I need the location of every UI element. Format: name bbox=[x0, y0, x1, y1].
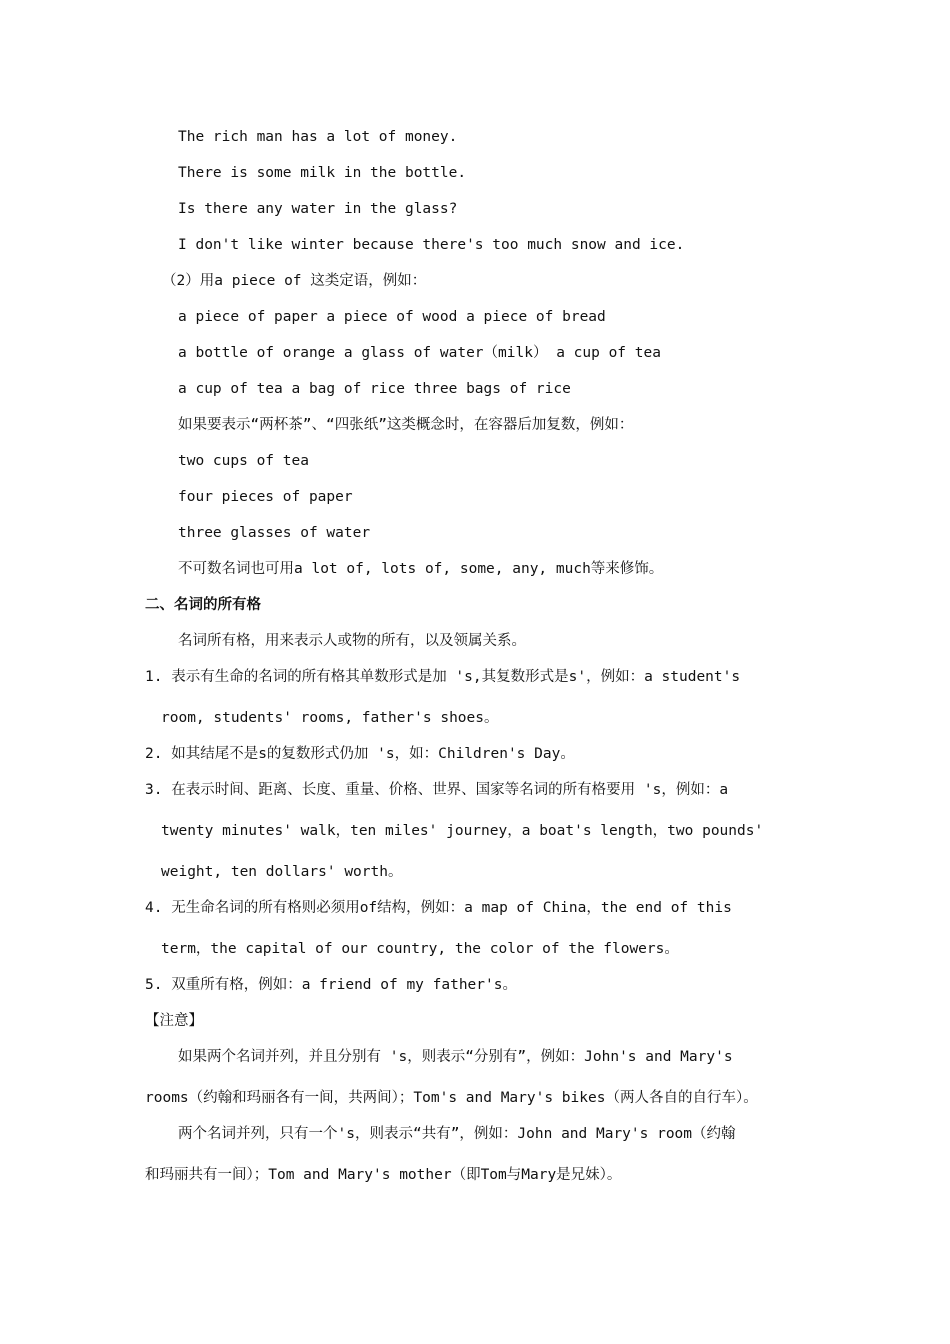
rule-item: 4. 无生命名词的所有格则必须用of结构，例如：a map of China，the end of this bbox=[145, 900, 732, 916]
example-line: three glasses of water bbox=[178, 525, 371, 541]
modifier-note: 不可数名词也可用a lot of, lots of, some, any, much等来修饰。 bbox=[178, 561, 664, 577]
example-sentence: The rich man has a lot of money. bbox=[178, 129, 458, 145]
note-paragraph: rooms（约翰和玛丽各有一间，共两间）；Tom's and Mary's bikes（两人各自的自行车）。 bbox=[145, 1090, 758, 1106]
example-line: a cup of tea a bag of rice three bags of rice bbox=[178, 381, 571, 397]
rule-item: 2. 如其结尾不是s的复数形式仍加 's，如：Children's Day。 bbox=[145, 746, 575, 762]
rule-item: 3. 在表示时间、距离、长度、重量、价格、世界、国家等名词的所有格要用 's，例如：a bbox=[145, 782, 729, 798]
rule-item-continuation: term，the capital of our country, the color of the flowers。 bbox=[161, 941, 679, 957]
note-paragraph: 和玛丽共有一间）；Tom and Mary's mother（即Tom与Mary是兄妹）。 bbox=[145, 1167, 622, 1183]
subsection-heading: （2）用a piece of 这类定语，例如： bbox=[162, 273, 427, 289]
example-sentence: Is there any water in the glass? bbox=[178, 201, 458, 217]
example-line: a bottle of orange a glass of water（milk） a cup of tea bbox=[178, 345, 661, 361]
note-paragraph: 两个名词并列，只有一个's，则表示“共有”，例如：John and Mary's room（约翰 bbox=[178, 1126, 736, 1142]
section-intro: 名词所有格，用来表示人或物的所有，以及领属关系。 bbox=[178, 633, 526, 649]
note-paragraph: 如果两个名词并列，并且分别有 's，则表示“分别有”，例如：John's and Mary's bbox=[178, 1049, 733, 1065]
example-line: a piece of paper a piece of wood a piece of bread bbox=[178, 309, 606, 325]
note-heading: 【注意】 bbox=[145, 1013, 203, 1029]
rule-item-continuation: weight, ten dollars' worth。 bbox=[161, 864, 403, 880]
rule-item: 1. 表示有生命的名词的所有格其单数形式是加 's,其复数形式是s'，例如：a student's bbox=[145, 669, 741, 685]
section-heading: 二、名词的所有格 bbox=[145, 597, 261, 613]
example-sentence: I don't like winter because there's too much snow and ice. bbox=[178, 237, 685, 253]
example-sentence: There is some milk in the bottle. bbox=[178, 165, 467, 181]
plural-note: 如果要表示“两杯茶”、“四张纸”这类概念时，在容器后加复数，例如： bbox=[178, 417, 634, 433]
example-line: two cups of tea bbox=[178, 453, 309, 469]
example-line: four pieces of paper bbox=[178, 489, 353, 505]
rule-item-continuation: twenty minutes' walk，ten miles' journey，a boat's length，two pounds' bbox=[161, 823, 764, 839]
rule-item: 5. 双重所有格，例如：a friend of my father's。 bbox=[145, 977, 517, 993]
rule-item-continuation: room, students' rooms, father's shoes。 bbox=[161, 710, 499, 726]
